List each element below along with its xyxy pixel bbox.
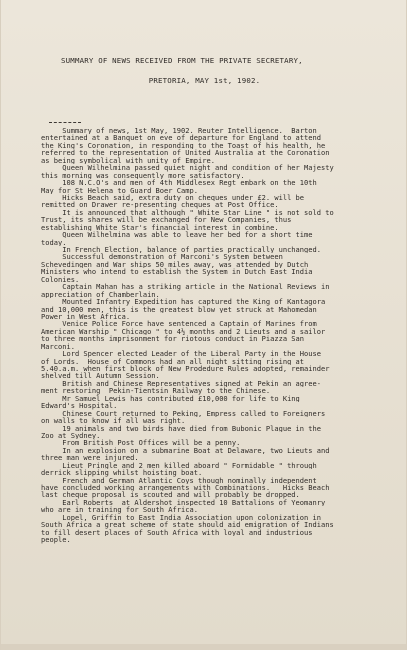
text-line: Mr Samuel Lewis has contributed £10,000 for life to King: [41, 394, 300, 403]
text-line: French and German Atlantic Coys though nominally independent: [41, 476, 317, 484]
text-line: have concluded working arrangements with Combinations. Hicks Beach: [41, 484, 330, 492]
text-line: Earl Roberts at Aldershot inspected 10 Battalions of Yeomanry: [41, 498, 326, 507]
dashed-separator: [49, 122, 81, 123]
text-line: appreciation of Chamberlain.: [41, 290, 160, 299]
text-line: Mounted Infantry Expedition has captured the King of Kantagora: [41, 298, 326, 306]
text-line: Queen Wilhelmina passed quiet night and condition of her Majesty: [41, 164, 334, 172]
text-line: the King's Coronation, in responding to the Toast of his health, he: [41, 141, 326, 150]
text-line: Successful demonstration of Marconi's System between: [41, 253, 283, 261]
text-line: who are in training for South Africa.: [41, 506, 198, 514]
text-line: this morning was consequently more satisfactory.: [41, 171, 245, 180]
text-line: British and Chinese Representatives signed at Pekin an agree-: [41, 379, 322, 388]
document-dateline: PRETORIA, MAY 1st, 1902.: [148, 76, 261, 85]
page-bottom-edge: [1, 644, 407, 650]
document-heading: SUMMARY OF NEWS RECEIVED FROM THE PRIVATE SECRETARY,: [61, 56, 303, 65]
text-line: Colonies.: [41, 275, 80, 284]
text-line: 5.40.a.m. when first block of New Prodedure Rules adopted, remainder: [41, 365, 330, 373]
text-line: three man were injured.: [41, 454, 139, 462]
text-line: In French Election, balance of parties practically unchanged.: [41, 246, 322, 254]
text-line: From British Post Offices will be a penny.: [41, 439, 241, 447]
text-line: Hicks Beach said, extra duty on cheques under £2. will be: [41, 193, 305, 202]
text-line: Queen Wilhelmina was able to leave her bed for a short time: [41, 231, 313, 239]
text-line: derrick slipping whilst hoisting boat.: [41, 469, 203, 477]
document-body: [41, 127, 401, 544]
text-line: establishing White Star's financial interest in combine.: [41, 223, 279, 232]
text-line: last cheque proposal is scouted and will probably be dropped.: [41, 491, 300, 499]
text-line: It is announced that although " White Star Line " is not sold to: [41, 208, 334, 217]
text-line: shelved till Autumn Session.: [41, 372, 160, 380]
text-line: Edward's Hospital.: [41, 402, 118, 410]
text-line: ment restoring Pekin-Tientsin Railway to the Chinese.: [41, 387, 271, 395]
text-line: Venice Police Force have sentenced a Captain of Marines from: [41, 320, 317, 328]
text-line: Summary of news, 1st May, 1902. Reuter Intelligence. Barton: [41, 127, 317, 135]
text-line: today.: [41, 238, 67, 246]
text-line: Marconi.: [41, 342, 75, 351]
text-line: of Lords. House of Commons had an all night sitting rising at: [41, 357, 305, 365]
text-line: Lord Spencer elected Leader of the Liberal Party in the House: [41, 350, 322, 358]
text-line: 108 N.C.O's and men of 4th Middlesex Regt embark on the 10th: [41, 179, 317, 187]
text-line: Lieut Pringle and 2 men killed aboard " Formidable " through: [41, 461, 317, 470]
text-line: to three months imprisonment for riotous conduct in Piazza San: [41, 335, 305, 343]
text-line: Zoo at Sydney.: [41, 431, 101, 440]
text-line: on walls to know if all was right.: [41, 417, 186, 425]
text-line: Power in West Africa.: [41, 312, 131, 321]
text-line: South Africa a great scheme of state should aid emigration of Indians: [41, 521, 334, 529]
text-line: Captain Mahan has a striking article in the National Reviews in: [41, 283, 330, 291]
text-line: as being symbolical with unity of Empire.: [41, 156, 215, 165]
text-line: Lopel, Griffin to East India Association upon colonization in: [41, 513, 322, 522]
text-line: American Warship " Chicago " to 4½ months and 2 Lieuts and a sailor: [41, 327, 326, 336]
text-line: referred to the representation of United Australia at the Coronation: [41, 149, 330, 157]
text-line: Trust, its shares will be exchanged for New Companies, thus: [41, 216, 292, 224]
text-line: entertained at a Banquet on eve of departure for England to attend: [41, 134, 322, 142]
text-line: May for St Helena to Guard Boer Camp.: [41, 186, 198, 194]
text-line: Schevedingen and War ships 50 miles away, was attended by Dutch: [41, 260, 309, 269]
text-line: and 10,000 men, this is the greatest blow yet struck at Mahomedan: [41, 305, 317, 313]
text-line: to fill desert places of South Africa with loyal and industrious: [41, 528, 313, 537]
text-line: remitted on Drawer re-presenting cheques at Post Office.: [41, 201, 279, 209]
text-line: Ministers who intend to establish the System in Dutch East India: [41, 268, 313, 276]
text-line: In an explosion on a submarine Boat at Delaware, two Lieuts and: [41, 446, 330, 455]
text-line: people.: [41, 536, 71, 544]
text-line: 19 animals and two birds have died from Bubonic Plague in the: [41, 424, 322, 432]
text-line: Chinese Court returned to Peking, Empress called to Foreigners: [41, 409, 326, 418]
